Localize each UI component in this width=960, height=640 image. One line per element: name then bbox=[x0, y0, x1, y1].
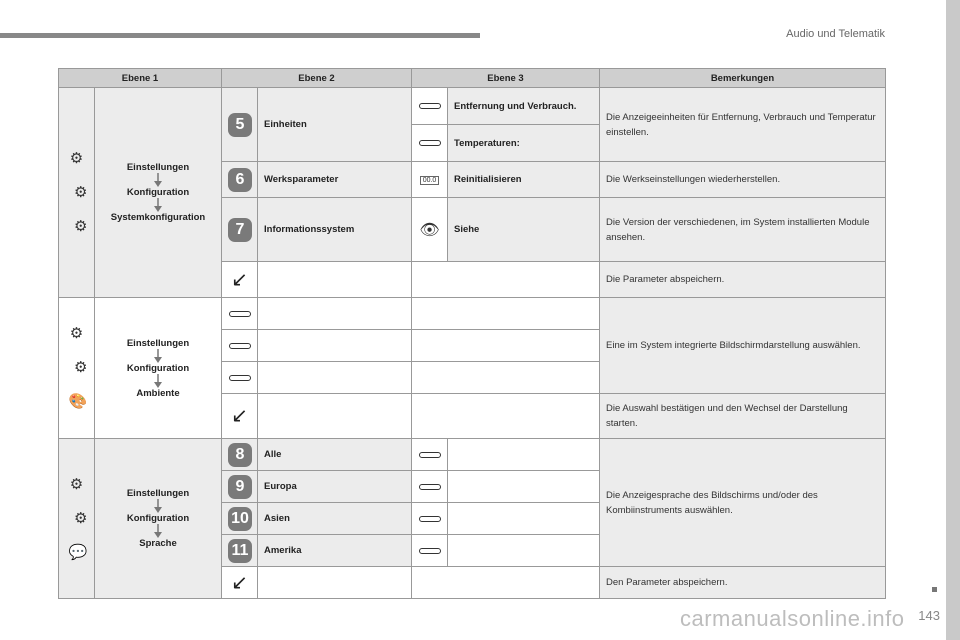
group2-chain bbox=[95, 298, 222, 439]
page-number: 143 bbox=[918, 608, 940, 623]
dash-cell bbox=[222, 298, 258, 330]
remark: Die Auswahl bestätigen und den Wechsel der Darstellung starten. bbox=[600, 394, 886, 439]
page-header-title: Audio und Telematik bbox=[786, 28, 885, 40]
eye-icon: 👁 bbox=[419, 221, 440, 239]
chain-step: Konfiguration bbox=[126, 362, 190, 374]
header-bar bbox=[0, 33, 480, 38]
back-arrow-icon: ↙ bbox=[231, 268, 248, 291]
group3-chain bbox=[95, 439, 222, 599]
step-badge: 5 bbox=[228, 113, 252, 137]
option-bar-icon bbox=[419, 103, 441, 109]
settings-gear-icon: ⚙ bbox=[69, 149, 84, 167]
option-bar-icon bbox=[229, 375, 251, 381]
chain-step: Sprache bbox=[139, 538, 177, 549]
badge-cell bbox=[222, 198, 258, 262]
arrow-down-icon bbox=[151, 524, 165, 538]
dash-cell bbox=[412, 535, 448, 567]
watermark: carmanualsonline.info bbox=[680, 606, 905, 631]
header-remarks: Bemerkungen bbox=[600, 69, 886, 88]
remark: Eine im System integrierte Bildschirmdarstellung auswählen. bbox=[600, 298, 886, 394]
empty-cell bbox=[448, 439, 600, 471]
step-badge: 9 bbox=[228, 475, 252, 499]
level2-label: Informationssystem bbox=[258, 198, 412, 262]
system-gear-icon: ⚙ bbox=[74, 217, 88, 235]
level2-label: Europa bbox=[258, 471, 412, 503]
header-level3: Ebene 3 bbox=[412, 69, 600, 88]
option-bar-icon bbox=[419, 548, 441, 554]
settings-gear-icon: ⚙ bbox=[69, 325, 84, 342]
empty-cell bbox=[448, 471, 600, 503]
chain-step: Systemkonfiguration bbox=[110, 212, 206, 223]
badge-cell bbox=[222, 439, 258, 471]
empty-cell bbox=[258, 330, 412, 362]
group1-icons bbox=[59, 88, 95, 298]
badge-cell bbox=[222, 535, 258, 567]
remark: Den Parameter abspeichern. bbox=[600, 567, 886, 599]
page-marker bbox=[932, 587, 937, 592]
level3-label: Temperaturen: bbox=[448, 125, 600, 162]
empty-cell bbox=[258, 298, 412, 330]
dash-cell bbox=[412, 88, 448, 125]
empty-cell bbox=[258, 262, 412, 298]
step-badge: 7 bbox=[228, 218, 252, 242]
option-bar-icon bbox=[419, 140, 441, 146]
dash-cell bbox=[222, 362, 258, 394]
chain-step: Einstellungen bbox=[126, 162, 190, 173]
palette-icon: 🎨 bbox=[68, 393, 88, 410]
level2-label: Alle bbox=[258, 439, 412, 471]
chain-step: Einstellungen bbox=[126, 337, 190, 349]
step-badge: 6 bbox=[228, 168, 252, 192]
empty-cell bbox=[412, 362, 600, 394]
header-level1: Ebene 1 bbox=[59, 69, 222, 88]
header-level2: Ebene 2 bbox=[222, 69, 412, 88]
empty-cell bbox=[448, 503, 600, 535]
back-cell bbox=[222, 394, 258, 439]
empty-cell bbox=[412, 330, 600, 362]
remark: Die Version der verschiedenen, im System installierten Module ansehen. bbox=[600, 198, 886, 262]
language-icon: 💬 bbox=[68, 543, 88, 561]
step-badge: 11 bbox=[228, 539, 252, 563]
remark: Die Parameter abspeichern. bbox=[600, 262, 886, 298]
empty-cell bbox=[412, 262, 600, 298]
remark: Die Anzeigesprache des Bildschirms und/oder des Kombiinstruments auswählen. bbox=[600, 439, 886, 567]
reset-counter-icon: 00.0 bbox=[420, 176, 440, 185]
badge-cell bbox=[222, 162, 258, 198]
option-bar-icon bbox=[229, 343, 251, 349]
dash-cell bbox=[412, 439, 448, 471]
group3-icons bbox=[59, 439, 95, 599]
empty-cell bbox=[258, 567, 412, 599]
arrow-down-icon bbox=[151, 349, 165, 363]
option-bar-icon bbox=[419, 484, 441, 490]
arrow-down-icon bbox=[151, 173, 165, 187]
dash-cell bbox=[412, 471, 448, 503]
back-arrow-icon: ↙ bbox=[231, 405, 248, 427]
back-cell bbox=[222, 567, 258, 599]
configuration-gear-icon: ⚙ bbox=[74, 183, 88, 201]
level3-label: Reinitialisieren bbox=[448, 162, 600, 198]
level2-label: Werksparameter bbox=[258, 162, 412, 198]
configuration-gear-icon: ⚙ bbox=[74, 359, 88, 376]
back-arrow-icon: ↙ bbox=[231, 571, 248, 594]
level2-label: Asien bbox=[258, 503, 412, 535]
level3-label: Siehe bbox=[448, 198, 600, 262]
empty-cell bbox=[258, 394, 412, 439]
menu-table bbox=[58, 68, 886, 599]
remark: Die Werkseinstellungen wiederherstellen. bbox=[600, 162, 886, 198]
group2-icons bbox=[59, 298, 95, 439]
step-badge: 8 bbox=[228, 443, 252, 467]
chain-step: Konfiguration bbox=[126, 187, 190, 198]
dash-cell bbox=[222, 330, 258, 362]
dash-cell bbox=[412, 125, 448, 162]
level3-label: Entfernung und Verbrauch. bbox=[448, 88, 600, 125]
empty-cell bbox=[448, 535, 600, 567]
arrow-down-icon bbox=[151, 374, 165, 388]
level2-label: Amerika bbox=[258, 535, 412, 567]
option-bar-icon bbox=[419, 516, 441, 522]
arrow-down-icon bbox=[151, 499, 165, 513]
option-bar-icon bbox=[229, 311, 251, 317]
chain-step: Einstellungen bbox=[126, 488, 190, 499]
eye-cell bbox=[412, 198, 448, 262]
arrow-down-icon bbox=[151, 198, 165, 212]
chain-step: Konfiguration bbox=[126, 513, 190, 524]
empty-cell bbox=[412, 298, 600, 330]
back-cell bbox=[222, 262, 258, 298]
chain-step: Ambiente bbox=[136, 387, 180, 399]
empty-cell bbox=[412, 567, 600, 599]
dash-cell bbox=[412, 503, 448, 535]
option-bar-icon bbox=[419, 452, 441, 458]
empty-cell bbox=[258, 362, 412, 394]
configuration-gear-icon: ⚙ bbox=[74, 509, 88, 527]
side-strip bbox=[946, 0, 960, 640]
empty-cell bbox=[412, 394, 600, 439]
step-badge: 10 bbox=[228, 507, 252, 531]
remark: Die Anzeigeeinheiten für Entfernung, Verbrauch und Temperatur einstellen. bbox=[600, 88, 886, 162]
badge-cell bbox=[222, 88, 258, 162]
level2-label: Einheiten bbox=[258, 88, 412, 162]
settings-gear-icon: ⚙ bbox=[69, 475, 84, 493]
reset-cell bbox=[412, 162, 448, 198]
badge-cell bbox=[222, 503, 258, 535]
group1-chain bbox=[95, 88, 222, 298]
badge-cell bbox=[222, 471, 258, 503]
